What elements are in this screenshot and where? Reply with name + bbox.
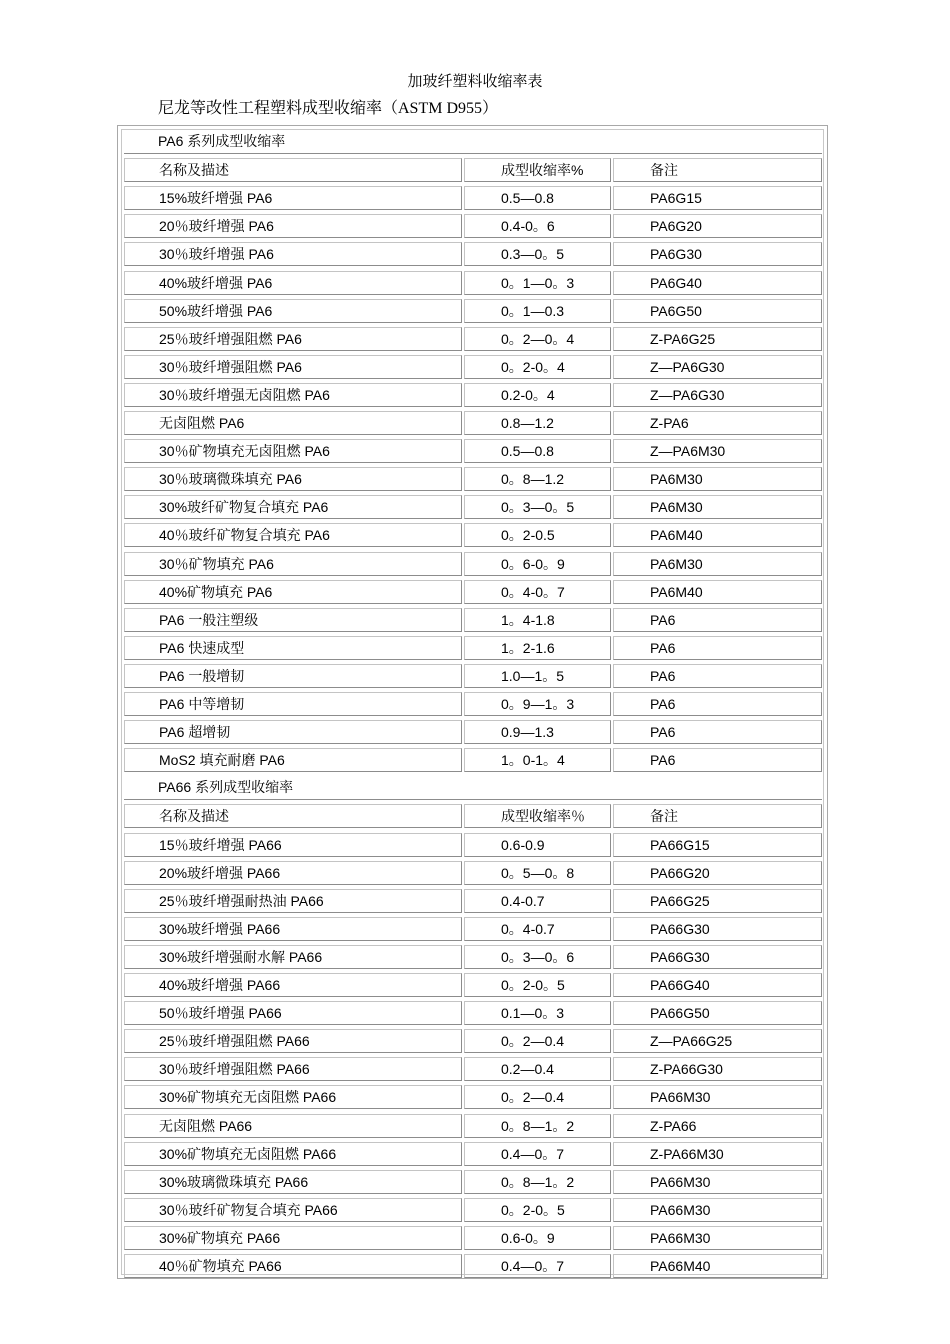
material-name-cell: 30％玻纤矿物复合填充 PA66: [124, 1198, 462, 1222]
remark-cell: PA66G40: [613, 973, 822, 997]
remark-cell: PA66G30: [613, 917, 822, 941]
remark-cell: PA66G20: [613, 861, 822, 885]
shrinkage-cell: 0.1—0。3: [464, 1001, 611, 1025]
material-name-cell: 40%玻纤增强 PA66: [124, 973, 462, 997]
material-name-cell: 30％玻纤增强 PA6: [124, 242, 462, 266]
remark-cell: PA6G20: [613, 214, 822, 238]
remark-cell: Z-PA6G25: [613, 327, 822, 351]
shrinkage-cell: 0。8—1。2: [464, 1114, 611, 1138]
shrinkage-cell: 0。5—0。8: [464, 861, 611, 885]
shrinkage-cell: 0。2—0。4: [464, 327, 611, 351]
table-header-row: [124, 802, 822, 830]
section-title: PA66 系列成型收缩率: [124, 776, 822, 800]
table-row: [124, 1224, 822, 1252]
material-name-cell: 30%矿物填充无卤阻燃 PA66: [124, 1085, 462, 1109]
material-name-cell: PA6 快速成型: [124, 636, 462, 660]
shrinkage-cell: 0。4-0.7: [464, 917, 611, 941]
remark-cell: PA66G25: [613, 889, 822, 913]
shrinkage-cell: 0。1—0。3: [464, 271, 611, 295]
remark-cell: PA66M40: [613, 1254, 822, 1278]
table-row: [124, 1196, 822, 1224]
shrinkage-cell: 0。2—0.4: [464, 1085, 611, 1109]
table-row: [124, 662, 822, 690]
shrinkage-cell: 0.6-0.9: [464, 833, 611, 857]
table-row: [124, 269, 822, 297]
material-name-cell: 30%矿物填充 PA66: [124, 1226, 462, 1250]
material-name-cell: 20%玻纤增强 PA66: [124, 861, 462, 885]
shrinkage-cell: 1。0-1。4: [464, 748, 611, 772]
table-row: [124, 353, 822, 381]
remark-cell: Z-PA66G30: [613, 1057, 822, 1081]
table-row: [124, 634, 822, 662]
shrinkage-cell: 0。4-0。7: [464, 580, 611, 604]
remark-cell: PA6G15: [613, 186, 822, 210]
remark-cell: PA6M30: [613, 467, 822, 491]
shrinkage-cell: 0.3—0。5: [464, 242, 611, 266]
material-name-cell: 40％矿物填充 PA66: [124, 1254, 462, 1278]
material-name-cell: 25％玻纤增强阻燃 PA66: [124, 1029, 462, 1053]
table-row: [124, 1083, 822, 1111]
remark-cell: PA6: [613, 720, 822, 744]
shrinkage-cell: 0.4-0.7: [464, 889, 611, 913]
remark-cell: Z—PA6G30: [613, 355, 822, 379]
shrinkage-cell: 0。3—0。6: [464, 945, 611, 969]
shrinkage-cell: 0。6-0。9: [464, 552, 611, 576]
material-name-cell: 30％玻纤增强阻燃 PA6: [124, 355, 462, 379]
shrinkage-cell: 0。2-0.5: [464, 523, 611, 547]
material-name-cell: 40%矿物填充 PA6: [124, 580, 462, 604]
table-row: [124, 690, 822, 718]
remark-cell: Z—PA6G30: [613, 383, 822, 407]
shrinkage-cell: 1。4-1.8: [464, 608, 611, 632]
remark-cell: PA66M30: [613, 1226, 822, 1250]
header-name: 名称及描述: [124, 804, 462, 828]
material-name-cell: 30％矿物填充 PA6: [124, 552, 462, 576]
table-row: [124, 859, 822, 887]
material-name-cell: 30%矿物填充无卤阻燃 PA66: [124, 1142, 462, 1166]
section-title-row: [124, 128, 822, 156]
remark-cell: PA6: [613, 748, 822, 772]
table-row: [124, 999, 822, 1027]
shrinkage-cell: 0。9—1。3: [464, 692, 611, 716]
table-row: [124, 887, 822, 915]
remark-cell: PA66G15: [613, 833, 822, 857]
document-subtitle: 尼龙等改性工程塑料成型收缩率（ASTM D955）: [158, 100, 499, 117]
material-name-cell: 50％玻纤增强 PA66: [124, 1001, 462, 1025]
material-name-cell: 40％玻纤矿物复合填充 PA6: [124, 523, 462, 547]
remark-cell: PA66G30: [613, 945, 822, 969]
remark-cell: Z—PA66G25: [613, 1029, 822, 1053]
header-shrinkage: 成型收缩率％: [464, 804, 611, 828]
material-name-cell: 15％玻纤增强 PA66: [124, 833, 462, 857]
table-row: [124, 381, 822, 409]
material-name-cell: 30%玻纤矿物复合填充 PA6: [124, 495, 462, 519]
remark-cell: PA6M40: [613, 523, 822, 547]
table-row: [124, 550, 822, 578]
table-row: [124, 437, 822, 465]
material-name-cell: 30％矿物填充无卤阻燃 PA6: [124, 439, 462, 463]
table-row: [124, 1055, 822, 1083]
header-remark: 备注: [613, 804, 822, 828]
shrinkage-cell: 0.4—0。7: [464, 1142, 611, 1166]
material-name-cell: 25％玻纤增强阻燃 PA6: [124, 327, 462, 351]
remark-cell: PA6: [613, 636, 822, 660]
remark-cell: PA66G50: [613, 1001, 822, 1025]
remark-cell: PA6: [613, 692, 822, 716]
table-row: [124, 1140, 822, 1168]
shrinkage-cell: 0.5—0.8: [464, 439, 611, 463]
header-remark: 备注: [613, 158, 822, 182]
header-shrinkage: 成型收缩率%: [464, 158, 611, 182]
remark-cell: Z-PA6: [613, 411, 822, 435]
shrinkage-table: [117, 125, 828, 1279]
material-name-cell: 20％玻纤增强 PA6: [124, 214, 462, 238]
section-title-row: [124, 774, 822, 802]
table-row: [124, 1112, 822, 1140]
remark-cell: PA6G50: [613, 299, 822, 323]
document-title: 加玻纤塑料收缩率表: [407, 74, 543, 90]
table-row: [124, 915, 822, 943]
remark-cell: PA6: [613, 664, 822, 688]
table-row: [124, 409, 822, 437]
shrinkage-cell: 0。1—0.3: [464, 299, 611, 323]
material-name-cell: 30％玻纤增强无卤阻燃 PA6: [124, 383, 462, 407]
table-row: [124, 493, 822, 521]
table-row: [124, 521, 822, 549]
remark-cell: Z-PA66M30: [613, 1142, 822, 1166]
remark-cell: PA6G40: [613, 271, 822, 295]
shrinkage-cell: 0.8—1.2: [464, 411, 611, 435]
header-name: 名称及描述: [124, 158, 462, 182]
remark-cell: Z-PA66: [613, 1114, 822, 1138]
shrinkage-cell: 0。8—1.2: [464, 467, 611, 491]
material-name-cell: 40%玻纤增强 PA6: [124, 271, 462, 295]
remark-cell: PA66M30: [613, 1085, 822, 1109]
remark-cell: PA6G30: [613, 242, 822, 266]
remark-cell: PA6M30: [613, 552, 822, 576]
remark-cell: PA6: [613, 608, 822, 632]
material-name-cell: 无卤阻燃 PA66: [124, 1114, 462, 1138]
material-name-cell: PA6 超增韧: [124, 720, 462, 744]
table-row: [124, 746, 822, 774]
material-name-cell: 无卤阻燃 PA6: [124, 411, 462, 435]
shrinkage-cell: 0.2-0。4: [464, 383, 611, 407]
table-row: [124, 325, 822, 353]
shrinkage-cell: 0。8—1。2: [464, 1170, 611, 1194]
shrinkage-cell: 1.0—1。5: [464, 664, 611, 688]
material-name-cell: 30％玻璃微珠填充 PA6: [124, 467, 462, 491]
table-row: [124, 578, 822, 606]
material-name-cell: 30%玻纤增强耐水解 PA66: [124, 945, 462, 969]
shrinkage-cell: 0.6-0。9: [464, 1226, 611, 1250]
table-row: [124, 831, 822, 859]
table-row: [124, 240, 822, 268]
shrinkage-cell: 0.2—0.4: [464, 1057, 611, 1081]
table-row: [124, 297, 822, 325]
remark-cell: PA66M30: [613, 1198, 822, 1222]
section-title: PA6 系列成型收缩率: [124, 130, 822, 154]
material-name-cell: 15%玻纤增强 PA6: [124, 186, 462, 210]
material-name-cell: 30%玻璃微珠填充 PA66: [124, 1170, 462, 1194]
remark-cell: PA6M30: [613, 495, 822, 519]
shrinkage-cell: 0.5—0.8: [464, 186, 611, 210]
table-row: [124, 1252, 822, 1279]
shrinkage-cell: 0。2—0.4: [464, 1029, 611, 1053]
remark-cell: PA6M40: [613, 580, 822, 604]
table-row: [124, 971, 822, 999]
shrinkage-cell: 0。2-0。4: [464, 355, 611, 379]
remark-cell: Z—PA6M30: [613, 439, 822, 463]
material-name-cell: PA6 中等增韧: [124, 692, 462, 716]
shrinkage-cell: 0。2-0。5: [464, 1198, 611, 1222]
shrinkage-cell: 0.9—1.3: [464, 720, 611, 744]
material-name-cell: 25％玻纤增强耐热油 PA66: [124, 889, 462, 913]
shrinkage-cell: 1。2-1.6: [464, 636, 611, 660]
shrinkage-cell: 0。2-0。5: [464, 973, 611, 997]
table-row: [124, 184, 822, 212]
table-row: [124, 943, 822, 971]
remark-cell: PA66M30: [613, 1170, 822, 1194]
material-name-cell: 50%玻纤增强 PA6: [124, 299, 462, 323]
table-row: [124, 606, 822, 634]
material-name-cell: 30％玻纤增强阻燃 PA66: [124, 1057, 462, 1081]
material-name-cell: PA6 一般增韧: [124, 664, 462, 688]
material-name-cell: MoS2 填充耐磨 PA6: [124, 748, 462, 772]
table-header-row: [124, 156, 822, 184]
table-row: [124, 1168, 822, 1196]
material-name-cell: PA6 一般注塑级: [124, 608, 462, 632]
shrinkage-cell: 0.4-0。6: [464, 214, 611, 238]
table-row: [124, 465, 822, 493]
table-row: [124, 1027, 822, 1055]
table-row: [124, 212, 822, 240]
shrinkage-cell: 0。3—0。5: [464, 495, 611, 519]
shrinkage-cell: 0.4—0。7: [464, 1254, 611, 1278]
table-row: [124, 718, 822, 746]
material-name-cell: 30%玻纤增强 PA66: [124, 917, 462, 941]
